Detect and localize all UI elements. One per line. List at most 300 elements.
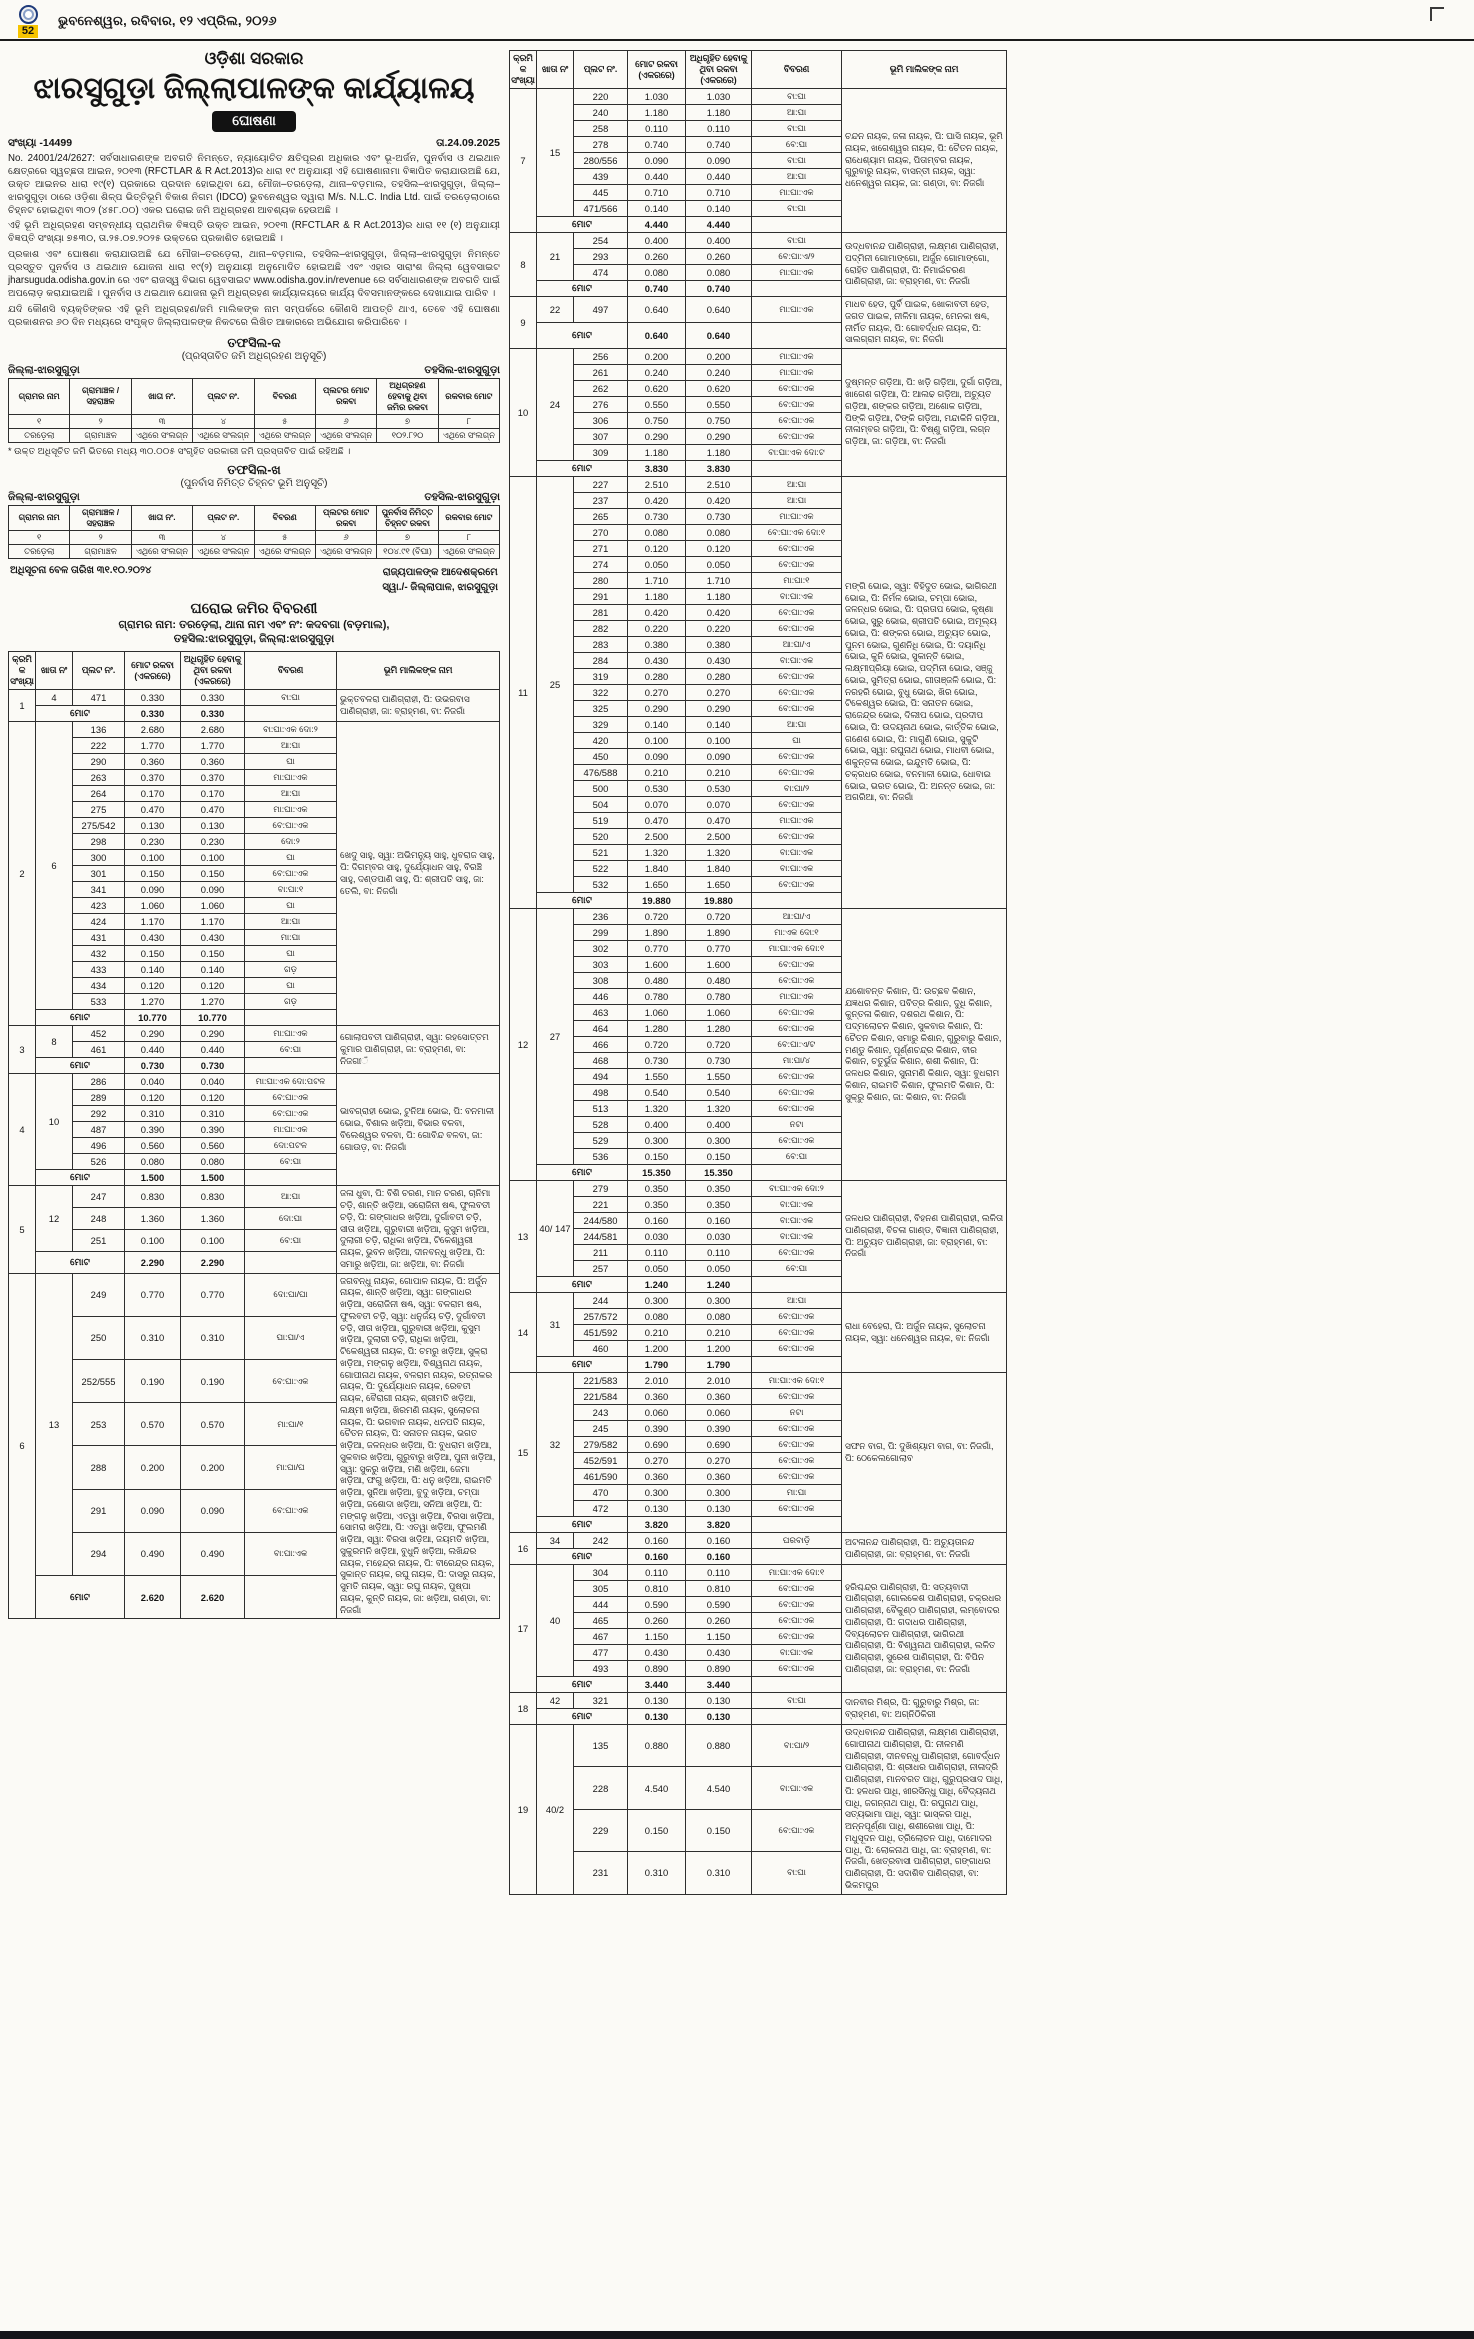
plot-number-cell: 243 <box>574 1405 628 1421</box>
schedule-cell: ଏଥିରେ ସଂଲଗ୍ନ <box>193 428 254 442</box>
acquired-area-cell: 0.550 <box>686 397 752 413</box>
description-cell: ମା:ଘା <box>752 1485 842 1501</box>
total-area-cell: 0.360 <box>125 754 181 770</box>
land-row <box>9 1186 500 1208</box>
land-owner-cell: ଦୁଷ୍ମନ୍ତ ଗଡ଼ିଆ, ପି: ଖଡ଼ି ଗଡ଼ିଆ, ଦୁର୍ଗା ଗଡ଼ିଆ, ଖାଗେଶ ଗଡ଼ିଆ, ପି: ଆଲଢ ଗଡ଼ିଆ, ଅଚ୍ୟୁତ ଗଡ଼ିଆ, ଶଙ୍କର ଗଡ଼ିଆ, ଅଶୋକ ଗଡ଼ିଆ, ପିଙ୍କି ଗଡ଼ିଆ, ଟିଙ୍କି ଗଡ଼ିଆ, ମନ୍ଦାକିନି ଗଡ଼ିଆ, ନୀଳାମ୍ବର ଗଡ଼ିଆ, ପି: ବିଷ୍ଣୁ ଗଡ଼ିଆ, ଲଗ୍ନ ଗଡ଼ିଆ, ଜା: ଗଡ଼ିଆ, ବା: ନିଜଗାଁ <box>842 349 1007 477</box>
total-area-cell: 0.880 <box>628 1725 686 1767</box>
plot-number-cell: 519 <box>574 813 628 829</box>
plot-number-cell: 222 <box>73 738 125 754</box>
plot-number-cell: 325 <box>574 701 628 717</box>
schedule-colnum-row <box>9 414 500 428</box>
total-area-cell: 0.140 <box>628 717 686 733</box>
corner-crop-mark-icon <box>1430 7 1444 21</box>
serial-number-cell: 14 <box>510 1293 537 1373</box>
schedule-a-tehsil: ତହସିଲ-ଝାରସୁଗୁଡ଼ା <box>424 363 500 376</box>
serial-number-cell: 8 <box>510 233 537 297</box>
acquired-area-cell: 1.200 <box>686 1341 752 1357</box>
land-col-header: ଭୂମି ମାଲିକଙ୍କ ନାମ <box>842 51 1007 89</box>
land-row <box>510 297 1007 323</box>
total-area-cell: 0.310 <box>125 1106 181 1122</box>
description-cell: ବା:ଘା/୨ <box>752 1725 842 1767</box>
land-owner-cell: ଖେଦୁ ସାହୁ, ସ୍ୱା: ଅଭିମନ୍ୟୁ ସାହୁ, ଧୁବରାଜ ସାହୁ, ପି: ଦିଗମ୍ବର ସାହୁ, ଦୁର୍ଯ୍ୟୋଧନ ସାହୁ, ବିରଞ୍ଚି ସାହୁ, ଦଣ୍ଡପାଣି ସାହୁ, ପି: ଶ୍ରୀପତି ସାହୁ, ଜା: ତେଲି, ବା: ନିଜଗାଁ <box>337 722 500 1026</box>
acquired-area-sum-cell: 2.290 <box>181 1251 245 1273</box>
acquired-area-cell: 1.170 <box>181 914 245 930</box>
schedule-a-district: ଜିଲ୍ଲା-ଝାରସୁଗୁଡ଼ା <box>8 363 80 376</box>
total-area-cell: 1.890 <box>628 925 686 941</box>
description-cell <box>245 706 337 722</box>
description-cell: ବା:ଘା <box>245 690 337 706</box>
acquired-area-cell: 0.830 <box>181 1186 245 1208</box>
acquired-area-cell: 0.810 <box>686 1581 752 1597</box>
total-area-cell: 0.220 <box>628 621 686 637</box>
plot-number-cell: 521 <box>574 845 628 861</box>
schedule-colnum-row <box>9 530 500 544</box>
total-area-cell: 0.110 <box>628 121 686 137</box>
acquired-area-cell: 0.730 <box>686 509 752 525</box>
plot-number-cell: 280/556 <box>574 153 628 169</box>
plot-number-cell: 264 <box>73 786 125 802</box>
notice-paragraph-2: ଏହି ଭୂମି ଅଧିଗ୍ରହଣ ସମ୍ବନ୍ଧୀୟ ପ୍ରାଥମିକ ବିଜ୍ଞପ୍ତି ଉକ୍ତ ଆଇନ, ୨୦୧୩ (RFCTLAR & R Act.2013)ର ଧାରା ୧୧ (୧) ଅନୁଯାୟୀ ବିଜ୍ଞପ୍ତି ସଂଖ୍ୟା ୭୫୩୦, ତା.୨୫.୦୭.୨୦୨୫ ଉକ୍ତରେ ପ୍ରକାଶିତ ହୋଇଅଛି । <box>8 220 500 245</box>
description-cell: ମା:ଘା:ଏକ <box>752 185 842 201</box>
description-cell: ବା:ଘା:ଏକ <box>752 1197 842 1213</box>
description-cell: ବେ:ଘା:ଏକ <box>752 397 842 413</box>
plot-number-cell: 299 <box>574 925 628 941</box>
description-cell: ଘା <box>245 850 337 866</box>
acquired-area-cell: 0.400 <box>686 233 752 249</box>
description-cell: ବେ:ଘା:ଏକ <box>752 1453 842 1469</box>
plot-number-cell: 286 <box>73 1074 125 1090</box>
description-cell: ଦୋ:ପଟଳ <box>245 1138 337 1154</box>
description-cell: ବେ:ଘା:ଏକ <box>752 1501 842 1517</box>
plot-number-cell: 275 <box>73 802 125 818</box>
description-cell: ଘା <box>245 754 337 770</box>
acquired-area-cell: 2.500 <box>686 829 752 845</box>
acquired-area-cell: 0.720 <box>686 1037 752 1053</box>
description-cell: ବେ:ଘା:ଏ/୨ <box>752 249 842 265</box>
land-owner-cell: ହରିଶ୍ଚନ୍ଦ୍ର ପାଣିଗ୍ରାହୀ, ପି: ସତ୍ୟବାଦୀ ପାଣିଗ୍ରାହୀ, ଗୋଲକେଶ ପାଣିଗ୍ରାହୀ, ଚକ୍ରଧର ପାଣିଗ୍ରାହୀ, ବୈକୁଣ୍ଠ ପାଣିଗ୍ରାହୀ, ଲମ୍ବୋଦର ପାଣିଗ୍ରାହୀ, ପି: ଗଦାଧର ପାଣିଗ୍ରାହୀ, ଦିବ୍ୟଲୋଚନ ପାଣିଗ୍ରାହୀ, ଭାଗିରଥୀ ପାଣିଗ୍ରାହୀ, ପି: ବିଶ୍ୱନାଥ ପାଣିଗ୍ରାହୀ, ଲଳିତ ପାଣିଗ୍ରାହୀ, ସୁରେଶ ପାଣିଗ୍ରାହୀ, ପି: ବିପିନ ପାଣିଗ୍ରାହୀ, ଜା: ବ୍ରାହ୍ମଣ, ବା: ନିଜଗାଁ <box>842 1565 1007 1693</box>
land-owner-cell: ଜଗବନ୍ଧୁ ନାୟକ, ଗୋପାଳ ନାୟକ, ପି: ଅର୍ଜୁନ ନାୟକ, ଶାନ୍ତି ଖଡ଼ିଆ, ସ୍ୱା: ଗଙ୍ଗାଧର ଖଡ଼ିଆ, ସରୋଜିନୀ ଷଣ୍ଢ, ସ୍ୱା: ବଳରାମ ଷଣ୍ଢ, ଫୁଲବତୀ ଚଡ଼ି, ସ୍ୱା: ଧନୁର୍ଜୟ ଚଡ଼ି, ଦୁର୍ଗାବତୀ ଚଡ଼ି, ସୀତା ଖଡ଼ିଆ, ଗୁରୁବାରୀ ଖଡ଼ିଆ, କୁସୁମ ଖଡ଼ିଆ, ଦୁଲାରୀ ଚଡ଼ି, ରାଧିକା ଖଡ଼ିଆ, ଟିକେଶ୍ୱରୀ ନାୟକ, ପି: ଚମରୁ ଖଡ଼ିଆ, ସୁକ୍ରା ଖଡ଼ିଆ, ମଙ୍ଗଳୁ ଖଡ଼ିଆ, ବିଶ୍ୱନାଥ ନାୟକ, ଗୋପୀନାଥ ନାୟକ, ବଳରାମ ନାୟକ, ରତ୍ନାକର ନାୟକ, ପି: ଦୁର୍ଯ୍ୟୋଧନ ନାୟକ, ରେବତୀ ନାୟକ, ବୈରାଗୀ ନାୟକ, ଶ୍ରୀମତି ଖଡ଼ିଆ, ଲକ୍ଷ୍ମୀ ଖଡ଼ିଆ, ଖିରମଣି ନାୟକ, ସୁଲୋଚନା ନାୟକ, ପି: ଭଗବାନ ନାୟକ, ଧନପତି ନାୟକ, ଚୈତନ ନାୟକ, ପି: ସନାତନ ନାୟକ, ଭଗତ ଖଡ଼ିଆ, ଜଳନ୍ଧର ଖଡ଼ିଆ, ପି: ବୁଧରାମ ଖଡ଼ିଆ, ସୁକବାର ଖଡ଼ିଆ, ଗୁରୁବାରୁ ଖଡ଼ିଆ, ପୁନୀ ଖଡ଼ିଆ, ସ୍ୱା: ସୁକରୁ ଖଡ଼ିଆ, ମଣି ଖଡ଼ିଆ, ଜେମା ଖଡ଼ିଆ, ଫଗୁ ଖଡ଼ିଆ, ପି: ଧନୁ ଖଡ଼ିଆ, ରାଇମତି ଖଡ଼ିଆ, ସୁନିଆ ଖଡ଼ିଆ, ବୁଦୁ ଖଡ଼ିଆ, ଚମ୍ପା ଖଡ଼ିଆ, ଜଶୋଦା ଖଡ଼ିଆ, ସନିଆ ଖଡ଼ିଆ, ପି: ମଙ୍ଗଳୁ ଖଡ଼ିଆ, ଏତୱା ଖଡ଼ିଆ, ବିରସା ଖଡ଼ିଆ, ସୋମରା ଖଡ଼ିଆ, ପି: ଏତୱା ଖଡ଼ିଆ, ଫୁଲମଣି ଖଡ଼ିଆ, ସ୍ୱା: ବିରସା ଖଡ଼ିଆ, ଜୟମତି ଖଡ଼ିଆ, ସୁକୁରମନି ଖଡ଼ିଆ, ବୁଧୁନି ଖଡ଼ିଆ, ଲଖିନ୍ଦର ନାୟକ, ମହେନ୍ଦ୍ର ନାୟକ, ପି: ବୀରେନ୍ଦ୍ର ନାୟକ, ସୁକାନ୍ତ ନାୟକ, ରଘୁ ନାୟକ, ପି: ଦାସରୁ ନାୟକ, ସୁମତି ନାୟକ, ସ୍ୱା: ରଘୁ ନାୟକ, ପୁଷ୍ପା ନାୟକ, କୁନ୍ତି ନାୟକ, ଜା: ଖଡ଼ିଆ, ଗଣ୍ଡା, ବା: ନିଜଗାଁ <box>337 1273 500 1619</box>
serial-number-cell: 15 <box>510 1373 537 1533</box>
total-area-sum-cell: 15.350 <box>628 1165 686 1181</box>
plot-number-cell: 424 <box>73 914 125 930</box>
khata-number-cell: 6 <box>36 722 73 1010</box>
acquired-area-cell: 0.110 <box>686 121 752 137</box>
acquired-area-cell: 1.030 <box>686 89 752 105</box>
total-area-cell: 0.540 <box>628 1085 686 1101</box>
total-area-sum-cell: 2.290 <box>125 1251 181 1273</box>
acquired-area-cell: 1.150 <box>686 1629 752 1645</box>
description-cell: ଘା <box>245 946 337 962</box>
plot-number-cell: 244/580 <box>574 1213 628 1229</box>
acquired-area-cell: 0.210 <box>686 1325 752 1341</box>
description-cell: ଘରବାଡ଼ି <box>752 1533 842 1549</box>
description-cell: ବେ:ଘା:ଏକ <box>752 605 842 621</box>
total-area-cell: 0.640 <box>628 297 686 323</box>
acquired-area-cell: 0.090 <box>181 882 245 898</box>
total-area-cell: 0.140 <box>628 201 686 217</box>
total-area-cell: 0.260 <box>628 1613 686 1629</box>
description-cell: ବା:ଘା <box>752 153 842 169</box>
schedule-col-header: ବିବରଣ <box>254 505 315 530</box>
acquired-area-cell: 1.270 <box>181 994 245 1010</box>
acquired-area-cell: 1.360 <box>181 1208 245 1230</box>
acquired-area-cell: 0.330 <box>181 690 245 706</box>
description-cell: ବା:ଘା:ଏକ <box>245 1532 337 1575</box>
serial-number-cell: 5 <box>9 1186 36 1273</box>
plot-number-cell: 451/592 <box>574 1325 628 1341</box>
schedule-col-number: ୬ <box>315 414 376 428</box>
schedule-col-number: ୮ <box>438 414 499 428</box>
land-row <box>510 1293 1007 1309</box>
description-cell <box>752 1549 842 1565</box>
total-area-cell: 0.310 <box>628 1852 686 1894</box>
signature-row <box>10 565 498 595</box>
acquired-area-cell: 1.280 <box>686 1021 752 1037</box>
description-cell: ବା:ଘା <box>752 1852 842 1894</box>
notice-body <box>0 41 1474 1895</box>
description-cell: ବା:ଘା:ଏକ <box>752 1229 842 1245</box>
description-cell: ଆ:ଘା <box>752 477 842 493</box>
plot-number-cell: 322 <box>574 685 628 701</box>
schedule-cell: ଗ୍ରାମାଞ୍ଚଳ <box>70 544 131 558</box>
description-cell: ବେ:ଘା:ଏକ <box>752 1341 842 1357</box>
land-table-left <box>8 651 500 1619</box>
description-cell: ବେ:ଘା:ଏକ <box>752 765 842 781</box>
description-cell: ବେ:ଘା:ଏକ <box>752 797 842 813</box>
total-area-cell: 0.150 <box>125 866 181 882</box>
acquired-area-cell: 0.490 <box>181 1532 245 1575</box>
total-area-cell: 1.320 <box>628 1101 686 1117</box>
schedule-col-header: ପ୍ଲଟର ମୋଟ ରକବା <box>315 505 376 530</box>
total-area-cell: 0.120 <box>628 541 686 557</box>
description-cell: ଆ:ଘା <box>752 169 842 185</box>
schedule-col-number: ୫ <box>254 414 315 428</box>
plot-number-cell: 293 <box>574 249 628 265</box>
land-row <box>510 477 1007 493</box>
acquired-area-cell: 0.270 <box>686 685 752 701</box>
total-area-cell: 0.190 <box>125 1359 181 1402</box>
description-cell: ଘା <box>245 978 337 994</box>
land-row <box>510 909 1007 925</box>
description-cell: ମା:ଘା/୪ <box>752 1053 842 1069</box>
schedule-col-number: ୨ <box>70 530 131 544</box>
plot-number-cell: 250 <box>73 1316 125 1359</box>
plot-number-cell: 274 <box>574 557 628 573</box>
schedule-b-district-line <box>8 491 500 504</box>
acquired-area-sum-cell: 0.640 <box>686 323 752 349</box>
total-area-cell: 0.570 <box>125 1403 181 1446</box>
land-col-header: ଭୂମି ମାଲିକଙ୍କ ନାମ <box>337 652 500 690</box>
plot-number-cell: 251 <box>73 1229 125 1251</box>
schedule-col-header: ବିବରଣ <box>254 378 315 414</box>
total-area-cell: 0.270 <box>628 685 686 701</box>
description-cell: ବେ:ଘା:ଏ/ଟ <box>752 1037 842 1053</box>
plot-number-cell: 450 <box>574 749 628 765</box>
acquired-area-sum-cell: 0.160 <box>686 1549 752 1565</box>
acquired-area-cell: 0.480 <box>686 973 752 989</box>
description-cell: ଆ:ଘା <box>752 717 842 733</box>
description-cell: ମା:ଘା:ଏକ <box>245 770 337 786</box>
plot-number-cell: 136 <box>73 722 125 738</box>
description-cell: ବା:ଘା/୨ <box>752 781 842 797</box>
acquired-area-cell: 0.640 <box>686 297 752 323</box>
plot-number-cell: 533 <box>73 994 125 1010</box>
khata-number-cell: 4 <box>36 690 73 706</box>
land-owner-cell: ମଙ୍ଗି ଭୋଇ, ସ୍ୱା: ବିହିଦୁତ ଭୋଇ, ଭାଗିରଥୀ ଭୋଇ, ପି: ନିର୍ମଳ ଭୋଇ, ଚମ୍ପା ଭୋଇ, ଜଳନ୍ଧର ଭୋଇ, ପି: ପ୍ରତାପ ଭୋଇ, କୃଷ୍ଣା ଭୋଇ, ସୁରୁ ଭୋଇ, ଶ୍ରୀପତି ଭୋଇ, ଅମୂଲ୍ୟ ଭୋଇ, ପି: ଶଙ୍କର ଭୋଇ, ଅଚ୍ୟୁତ ଭୋଇ, ପୁନମ ଭୋଇ, ଗୁଣନିଧି ଭୋଇ, ପି: ଦୟାନିଧି ଭୋଇ, କୁନି ଭୋଇ, ସୁକାନ୍ତି ଭୋଇ, ଲକ୍ଷ୍ମୀପ୍ରିୟା ଭୋଇ, ପଦ୍ମିନୀ ଭୋଇ, ସଞ୍ଜୁ ଭୋଇ, ସୁମିତ୍ରା ଭୋଇ, ଗୀତାଞ୍ଜଳି ଭୋଇ, ପି: ନରହରି ଭୋଇ, ବୁଧୁ ଭୋଇ, ଖିର ଭୋଇ, ଟିକେଶ୍ୱର ଭୋଇ, ପି: ସନାତନ ଭୋଇ, ରାଜେନ୍ଦ୍ର ଭୋଇ, ଦିଲୀପ ଭୋଇ, ପ୍ରଦୀପ ଭୋଇ, ପି: ଉଦୟନାଥ ଭୋଇ, କାର୍ତ୍ତିକ ଭୋଇ, ଗଣେଶ ଭୋଇ, ପି: ମାଗୁଣି ଭୋଇ, ସୁକୁଟି ଭୋଇ, ସ୍ୱା: ରଘୁନାଥ ଭୋଇ, ମାଧବୀ ଭୋଇ, ଶକୁନ୍ତଳା ଭୋଇ, ଇନ୍ଦୁମତି ଭୋଇ, ପି: ଚକ୍ରଧର ଭୋଇ, ବନମାଳୀ ଭୋଇ, ଧୋବାଇ ଭୋଇ, ଭରତ ଭୋଇ, ପି: ଅନନ୍ତ ଭୋଇ, ଜା: ଅଗରିଆ, ବା: ନିଜଗାଁ <box>842 477 1007 909</box>
newspaper-logo <box>10 5 46 38</box>
acquired-area-cell: 0.060 <box>686 1405 752 1421</box>
schedule-col-header: ଖାତା ନଂ. <box>131 378 192 414</box>
total-area-cell: 0.430 <box>628 1645 686 1661</box>
plot-number-cell: 474 <box>574 265 628 281</box>
schedule-cell: ତରଡ଼େଲା <box>9 544 70 558</box>
plot-number-cell: 476/588 <box>574 765 628 781</box>
total-area-cell: 1.840 <box>628 861 686 877</box>
plot-number-cell: 463 <box>574 1005 628 1021</box>
total-area-cell: 0.360 <box>628 1389 686 1405</box>
total-area-cell: 0.740 <box>628 137 686 153</box>
total-area-cell: 0.720 <box>628 909 686 925</box>
description-cell: ବା:ଘା:୧ <box>245 882 337 898</box>
plot-number-cell: 319 <box>574 669 628 685</box>
total-area-cell: 0.780 <box>628 989 686 1005</box>
land-owner-cell: ରାଧା ବେହେରା, ପି: ଅର୍ଜୁନ ନାୟକ, ସୁଲୋଚନା ନାୟକ, ସ୍ୱା: ଧନେଶ୍ୱର ନାୟକ, ବା: ନିଜଗାଁ <box>842 1293 1007 1373</box>
schedule-col-header: ଗ୍ରାମାଞ୍ଚଳ /ସହରାଞ୍ଚଳ <box>70 378 131 414</box>
plot-number-cell: 431 <box>73 930 125 946</box>
total-area-cell: 1.180 <box>628 589 686 605</box>
total-label-cell: ମୋଟ <box>36 706 125 722</box>
acquired-area-cell: 0.470 <box>181 802 245 818</box>
description-cell: ବେ:ଘା:ଏକ <box>245 866 337 882</box>
acquired-area-cell: 0.530 <box>686 781 752 797</box>
acquired-area-cell: 0.130 <box>686 1501 752 1517</box>
notice-date: ତା.24.09.2025 <box>436 137 500 149</box>
acquired-area-cell: 0.150 <box>686 1149 752 1165</box>
description-cell: ବେ:ଘା:ଏକ <box>245 818 337 834</box>
plot-number-cell: 433 <box>73 962 125 978</box>
total-label-cell: ମୋଟ <box>537 1357 628 1373</box>
total-area-cell: 0.120 <box>125 1090 181 1106</box>
total-area-sum-cell: 1.500 <box>125 1170 181 1186</box>
description-cell: ବା:ଘା <box>752 1693 842 1709</box>
total-area-sum-cell: 0.160 <box>628 1549 686 1565</box>
total-area-cell: 0.400 <box>628 1117 686 1133</box>
plot-number-cell: 444 <box>574 1597 628 1613</box>
total-area-cell: 1.200 <box>628 1341 686 1357</box>
plot-number-cell: 261 <box>574 365 628 381</box>
description-cell: ବେ:ଘା:ଏକ <box>752 1085 842 1101</box>
acquired-area-cell: 0.150 <box>181 946 245 962</box>
plot-number-cell: 236 <box>574 909 628 925</box>
description-cell: ବେ:ଘା:ଏକ <box>752 1629 842 1645</box>
total-area-cell: 0.290 <box>628 429 686 445</box>
acquired-area-cell: 1.320 <box>686 845 752 861</box>
description-cell: ମା:ଘା:ଏକ <box>752 349 842 365</box>
acquired-area-cell: 0.290 <box>686 429 752 445</box>
description-cell: ବେ:ଘା:ଏକ <box>752 1309 842 1325</box>
acquired-area-cell: 0.210 <box>686 765 752 781</box>
total-area-cell: 0.050 <box>628 557 686 573</box>
description-cell: ଆ:ଘା <box>752 105 842 121</box>
total-area-cell: 2.500 <box>628 829 686 845</box>
total-area-cell: 0.050 <box>628 1261 686 1277</box>
plot-number-cell: 258 <box>574 121 628 137</box>
total-area-cell: 0.150 <box>628 1809 686 1851</box>
acquired-area-cell: 0.110 <box>686 1245 752 1261</box>
total-area-cell: 0.770 <box>125 1273 181 1316</box>
land-col-header: ଖାତା ନଂ <box>537 51 574 89</box>
plot-number-cell: 461 <box>73 1042 125 1058</box>
description-cell: ବା:ଘା:ଏକ <box>752 861 842 877</box>
total-area-cell: 0.080 <box>628 265 686 281</box>
description-cell: ଗଡ଼ <box>245 994 337 1010</box>
total-area-cell: 0.120 <box>125 978 181 994</box>
description-cell: ମା:ଘା:ଏକ <box>752 813 842 829</box>
description-cell: ବା:ଘା:ଏକ ଦୋ:୨ <box>752 1181 842 1197</box>
description-cell <box>245 1251 337 1273</box>
acquired-area-cell: 0.030 <box>686 1229 752 1245</box>
acquired-area-cell: 0.080 <box>686 265 752 281</box>
land-col-header: କ୍ରମିକ ସଂଖ୍ୟା <box>9 652 36 690</box>
serial-number-cell: 3 <box>9 1026 36 1074</box>
land-row <box>9 1026 500 1042</box>
acquired-area-cell: 0.770 <box>181 1273 245 1316</box>
notice-paragraph-3: ପ୍ରକାଶ ଏବଂ ଘୋଷଣା କରାଯାଉଅଛି ଯେ ମୌଜା–ତରଡ଼େଲା, ଥାନା–ବଡ଼ମାଲ, ତହସିଲ–ଝାରସୁଗୁଡ଼ା, ଜିଲ୍ଲା–ଝାରସୁଗୁଡ଼ା ନିମନ୍ତେ ପ୍ରସ୍ତୁତ ପୁନର୍ବାସ ଓ ଥଇଥାନ ଯୋଜନା ଧାରା ୧୯(୨) ଅନୁଯାୟୀ ଅନୁମୋଦିତ ହୋଇଅଛି ଏବଂ ଏହାର ସାରାଂଶ ଜିଲ୍ଲା ୱେବସାଇଟ jharsuguda.odisha.gov.in ରେ ଏବଂ ରାଜସ୍ୱ ବିଭାଗ ୱେବସାଇଟ www.odisha.gov.in/revenue ରେ ସର୍ବସାଧାରଣଙ୍କ ଅବଗତି ପାଇଁ ଅପଲୋଡ଼ କରାଯାଇଅଛି । ପୁନର୍ବାସ ଓ ଥଇଥାନ ଯୋଜନା ଭୂମି ଅଧିଗ୍ରହଣ କାର୍ଯ୍ୟାଳୟରେ କାର୍ଯ୍ୟ ଦିବସମାନଙ୍କରେ ଦେଖାଯାଇ ପାରିବ । <box>8 249 500 299</box>
land-row <box>510 1533 1007 1549</box>
plot-number-cell: 278 <box>574 137 628 153</box>
plot-number-cell: 291 <box>73 1489 125 1532</box>
left-column <box>8 46 500 1619</box>
land-header-row <box>510 51 1007 89</box>
description-cell: ବେ:ଘା:ଏକ <box>752 685 842 701</box>
total-area-cell: 0.150 <box>628 1149 686 1165</box>
schedule-cell: ଏଥିରେ ସଂଲଗ୍ନ <box>438 428 499 442</box>
reference-line <box>8 137 500 150</box>
total-area-cell: 0.130 <box>628 1693 686 1709</box>
total-area-cell: 0.420 <box>628 493 686 509</box>
plot-number-cell: 275/542 <box>73 818 125 834</box>
description-cell: ବେ:ଘା <box>752 1149 842 1165</box>
total-area-cell: 0.270 <box>628 1453 686 1469</box>
plot-number-cell: 529 <box>574 1133 628 1149</box>
description-cell: ମା:ଘା:ଏକ <box>245 802 337 818</box>
description-cell: ବେ:ଘା:ଏକ ଦୋ:୧ <box>752 525 842 541</box>
land-row <box>9 690 500 706</box>
total-area-cell: 0.830 <box>125 1186 181 1208</box>
acquired-area-cell: 1.320 <box>686 1101 752 1117</box>
plot-number-cell: 470 <box>574 1485 628 1501</box>
acquired-area-cell: 0.290 <box>181 1026 245 1042</box>
total-area-cell: 0.170 <box>125 786 181 802</box>
total-area-cell: 1.650 <box>628 877 686 893</box>
total-area-cell: 1.030 <box>628 89 686 105</box>
land-col-header: ପ୍ଲଟ ନଂ. <box>73 652 125 690</box>
schedule-col-header: ଗ୍ରାମର ନାମ <box>9 505 70 530</box>
description-cell <box>752 217 842 233</box>
acquired-area-cell: 0.070 <box>686 797 752 813</box>
acquired-area-cell: 0.370 <box>181 770 245 786</box>
acquired-area-cell: 1.180 <box>686 105 752 121</box>
acquired-area-sum-cell: 3.820 <box>686 1517 752 1533</box>
land-row <box>9 1273 500 1316</box>
description-cell: ବେ:ଘା:ଏକ <box>752 829 842 845</box>
plot-number-cell: 244/581 <box>574 1229 628 1245</box>
total-area-cell: 1.170 <box>125 914 181 930</box>
total-area-cell: 0.300 <box>628 1293 686 1309</box>
schedule-col-number: ୨ <box>70 414 131 428</box>
total-area-cell: 1.710 <box>628 573 686 589</box>
description-cell: ବେ:ଘା:ଏକ <box>752 877 842 893</box>
total-area-cell: 0.080 <box>628 525 686 541</box>
acquired-area-cell: 0.140 <box>686 717 752 733</box>
description-cell: ବେ:ଘା:ଏକ <box>245 1489 337 1532</box>
total-area-cell: 0.390 <box>628 1421 686 1437</box>
plot-number-cell: 257/572 <box>574 1309 628 1325</box>
schedule-header-row <box>9 505 500 530</box>
total-area-cell: 0.160 <box>628 1213 686 1229</box>
khata-number-cell: 32 <box>537 1373 574 1517</box>
plot-number-cell: 513 <box>574 1101 628 1117</box>
plot-number-cell: 292 <box>73 1106 125 1122</box>
description-cell: ବା:ଘା:ଏକ <box>752 1213 842 1229</box>
land-owner-cell: ଜଳା ଧୁବା, ପି: ବିଶି ଚରଣ, ମାନ ଚରଣ, ଚାନିମା ଚଡ଼ି, ଶାନ୍ତି ଖଡ଼ିଆ, ସରୋଜିନୀ ଷଣ୍ଢ, ଫୁଲବତୀ ଚଡ଼ି, ପି: ଗଙ୍ଗାଧର ଖଡ଼ିଆ, ଦୁର୍ଗାବତୀ ଚଡ଼ି, ସୀତା ଖଡ଼ିଆ, ଗୁରୁବାରୀ ଖଡ଼ିଆ, କୁସୁମ ଖଡ଼ିଆ, ଦୁଲାରୀ ଚଡ଼ି, ରାଧିକା ଖଡ଼ିଆ, ଟିକେଶ୍ୱରୀ ନାୟକ, ଭୁବନ ଖଡ଼ିଆ, ଦୀନବନ୍ଧୁ ଖଡ଼ିଆ, ପି: ସମାରୁ ଖଡ଼ିଆ, ଜା: ଖଡ଼ିଆ, ବା: ନିଜଗାଁ <box>337 1186 500 1273</box>
schedule-cell: ଏଥିରେ ସଂଲଗ୍ନ <box>315 544 376 558</box>
total-area-cell: 0.730 <box>628 509 686 525</box>
description-cell: ଆ:ଘା/ଏ <box>752 909 842 925</box>
khata-number-cell: 31 <box>537 1293 574 1357</box>
total-label-cell: ମୋଟ <box>36 1576 125 1619</box>
total-area-cell: 0.440 <box>125 1042 181 1058</box>
land-row <box>510 233 1007 249</box>
schedule-b-table <box>8 505 500 559</box>
description-cell: ବେ:ଘା:ଏକ <box>752 381 842 397</box>
total-area-sum-cell: 19.880 <box>628 893 686 909</box>
acquired-area-cell: 0.420 <box>686 493 752 509</box>
acquired-area-cell: 0.190 <box>181 1359 245 1402</box>
acquired-area-cell: 0.100 <box>181 850 245 866</box>
description-cell: ବେ:ଘା <box>245 1154 337 1170</box>
description-cell: ମା:ଘା/୧ <box>245 1403 337 1446</box>
schedule-a-note: * ଉକ୍ତ ଅଧିସୂଚିତ ଜମି ଭିତରେ ମଧ୍ୟ ୩୦.୦୦୫ ସଂଗୃହିତ ସରକାରୀ ଜମି ପ୍ରସ୍ତାବିତ ପାଇଁ ରହିଅଛି । <box>8 445 351 456</box>
description-cell: ବା:ଘା:ଏକ ଦୋ:୨ <box>245 722 337 738</box>
schedule-cell: ତରଡ଼େଲା <box>9 428 70 442</box>
acquired-area-cell: 0.080 <box>686 1309 752 1325</box>
acquired-area-sum-cell: 2.620 <box>181 1576 245 1619</box>
total-area-cell: 1.180 <box>628 445 686 461</box>
acquired-area-cell: 0.100 <box>686 733 752 749</box>
description-cell: ବେ:ଘା:ଏକ <box>752 1245 842 1261</box>
acquired-area-cell: 0.200 <box>181 1446 245 1489</box>
total-area-cell: 0.240 <box>628 365 686 381</box>
description-cell: ବେ:ଘା:ଏକ <box>752 973 842 989</box>
land-owner-cell: ମାଧବ ହେଡ, ପୁର୍ବି ପାଇକ, ଖୋକାବତୀ ହେଡ, ଜଗତ ପାଇକ, ନୀଳିମା ନାୟକ, ମେନକା ଷଣ୍ଢ, ନୀର୍ମିତ ନାୟକ, ପି: ଗୋବର୍ଦ୍ଧନ ନାୟକ, ପି: ସାଲଗ୍ରାମ ନାୟକ, ବା: ନିଜଗାଁ <box>842 297 1007 349</box>
description-cell: ବେ:ଘା:ଏକ <box>752 669 842 685</box>
acquired-area-sum-cell: 10.770 <box>181 1010 245 1026</box>
description-cell: ମା:ଘା:ଏକ ଦୋ:୧ <box>752 1565 842 1581</box>
description-cell <box>752 893 842 909</box>
description-cell: ବେ:ଘା:ଏକ <box>752 541 842 557</box>
plot-number-cell: 257 <box>574 1261 628 1277</box>
schedule-data-row <box>9 544 500 558</box>
description-cell: ମା:ଘା:ଏକ <box>752 509 842 525</box>
total-area-cell: 0.060 <box>628 1405 686 1421</box>
serial-number-cell: 11 <box>510 477 537 909</box>
schedule-cell: ଏଥିରେ ସଂଲଗ୍ନ <box>131 428 192 442</box>
plot-number-cell: 432 <box>73 946 125 962</box>
description-cell: ଦୋ:୨ <box>245 834 337 850</box>
total-label-cell: ମୋଟ <box>537 323 628 349</box>
total-area-cell: 2.010 <box>628 1373 686 1389</box>
